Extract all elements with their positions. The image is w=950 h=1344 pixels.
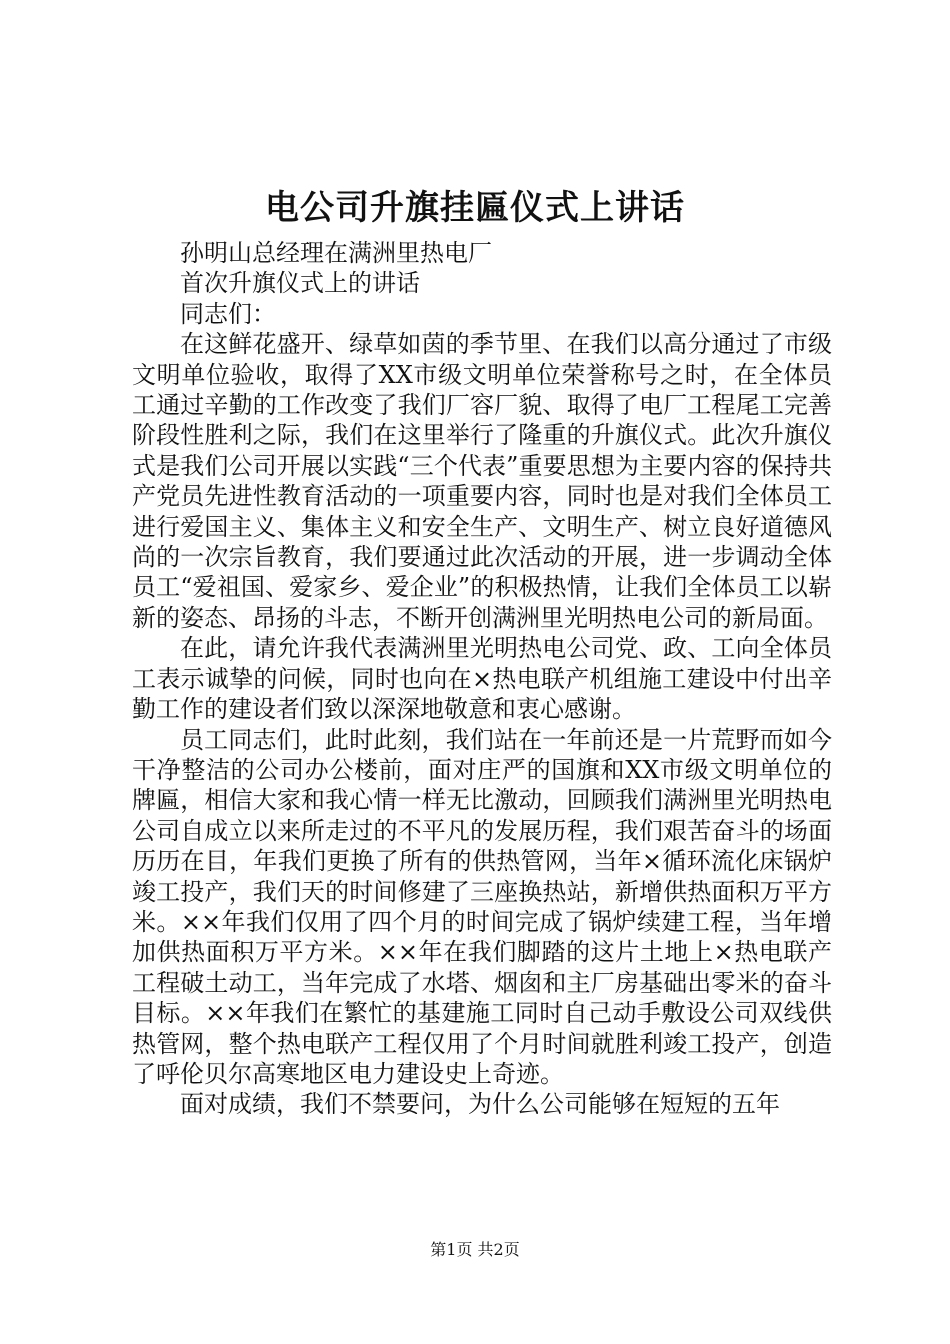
paragraph-4: 面对成绩，我们不禁要问，为什么公司能够在短短的五年 — [180, 1090, 780, 1119]
document-title: 电公司升旗挂匾仪式上讲话 — [265, 188, 685, 228]
document-body — [132, 238, 832, 1120]
subtitle-line-1: 孙明山总经理在满洲里热电厂 — [180, 239, 492, 267]
paragraph-1: 在这鲜花盛开、绿草如茵的季节里、在我们以高分通过了市级文明单位验收，取得了XX市级文明单位荣誉称号之时，在全体员工通过辛勤的工作改变了我们厂容厂貌、取得了电厂工程尾工完善阶段性胜利之际，我们在这里举行了隆重的升旗仪式。此次升旗仪式是我们公司开展以实践“三个代表”重要思想为主要内容的保持共产党员先进性教育活动的一项重要内容，同时也是对我们全体员工进行爱国主义、集体主义和安全生产、文明生产、树立良好道德风尚的一次宗旨教育，我们要通过此次活动的开展，进一步调动全体员工“爱祖国、爱家乡、爱企业”的积极热情，让我们全体员工以崭新的姿态、昂扬的斗志，不断开创满洲里光明热电公司的新局面。 — [132, 330, 832, 632]
subtitle-line-2: 首次升旗仪式上的讲话 — [180, 269, 420, 298]
paragraph-3: 员工同志们，此时此刻，我们站在一年前还是一片荒野而如今干净整洁的公司办公楼前，面对庄严的国旗和XX市级文明单位的牌匾，相信大家和我心情一样无比激动，回顾我们满洲里光明热电公司自成立以来所走过的不平凡的发展历程，我们艰苦奋斗的场面历历在目，年我们更换了所有的供热管网，当年×循环流化床锅炉竣工投产，我们天的时间修建了三座换热站，新增供热面积万平方米。××年我们仅用了四个月的时间完成了锅炉续建工程，当年增加供热面积万平方米。××年在我们脚踏的这片土地上×热电联产工程破土动工，当年完成了水塔、烟囱和主厂房基础出零米的奋斗目标。××年我们在繁忙的基建施工同时自己动手敷设公司双线供热管网，整个热电联产工程仅用了个月时间就胜利竣工投产，创造了呼伦贝尔高寒地区电力建设史上奇迹。 — [132, 725, 832, 1088]
paragraph-2: 在此，请允许我代表满洲里光明热电公司党、政、工向全体员工表示诚挚的问候，同时也向在×热电联产机组施工建设中付出辛勤工作的建设者们致以深深地敬意和衷心感谢。 — [132, 634, 832, 724]
page-footer: 第1页 共2页 — [430, 1240, 520, 1259]
salutation: 同志们： — [180, 299, 276, 328]
